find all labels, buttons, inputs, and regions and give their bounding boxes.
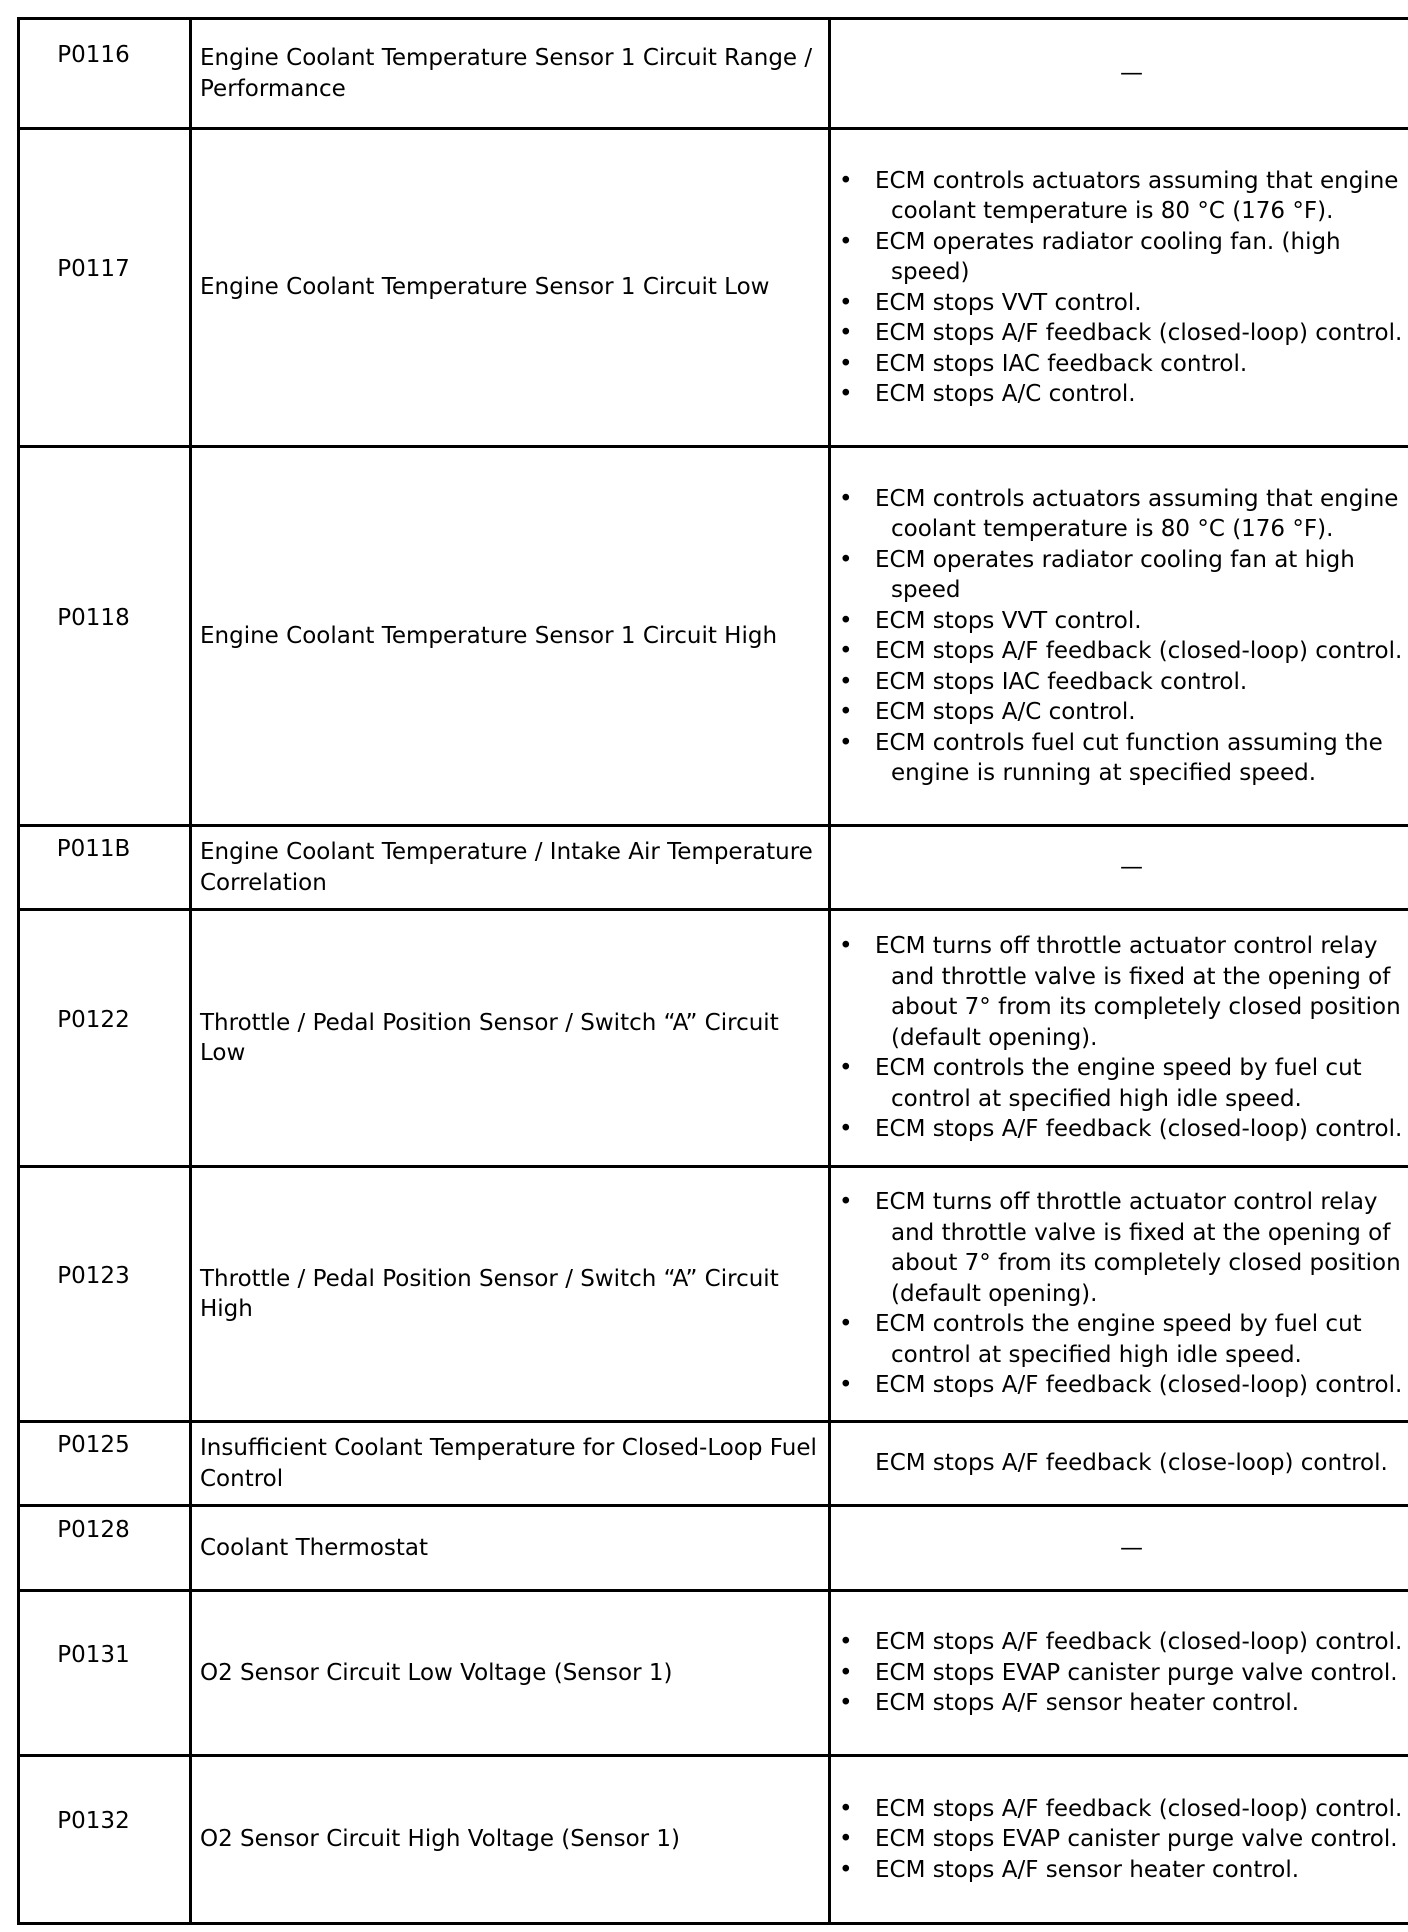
dtc-description: O2 Sensor Circuit Low Voltage (Sensor 1) (191, 1591, 830, 1756)
bullet-icon: • (839, 320, 853, 346)
dtc-description: Throttle / Pedal Position Sensor / Switch “A” Circuit High (191, 1167, 830, 1422)
table-row (19, 910, 1408, 1167)
dtc-description: Engine Coolant Temperature Sensor 1 Circuit Low (191, 129, 830, 447)
table-row (19, 1506, 1408, 1591)
action-item (839, 667, 1408, 698)
dtc-description: Engine Coolant Temperature Sensor 1 Circuit Range / Performance (191, 19, 830, 129)
action-list (839, 166, 1408, 410)
action-item (839, 1794, 1408, 1825)
action-list (839, 1794, 1408, 1886)
dtc-description: O2 Sensor Circuit High Voltage (Sensor 1) (191, 1756, 830, 1924)
dtc-code: P0125 (19, 1422, 191, 1506)
action-text: ECM stops IAC feedback control. (875, 668, 1248, 695)
bullet-icon: • (839, 1372, 853, 1399)
action-item (839, 349, 1408, 380)
bullet-icon: • (839, 1659, 853, 1686)
action-text: ECM controls the engine speed by fuel cut control at specified high idle speed. (875, 1311, 1362, 1368)
dtc-code: P0116 (19, 19, 191, 129)
table-row (19, 1591, 1408, 1756)
action-text: ECM stops A/F sensor heater control. (875, 1856, 1300, 1883)
action-item (839, 1855, 1408, 1886)
action-item (839, 484, 1408, 545)
action-item (839, 1658, 1408, 1689)
table-row (19, 447, 1408, 826)
action-text: ECM stops EVAP canister purge valve control. (875, 1826, 1398, 1853)
bullet-icon: • (839, 289, 853, 316)
action-list (839, 1627, 1408, 1719)
action-text: ECM controls actuators assuming that engine coolant temperature is 80 °C (176 °F). (875, 167, 1399, 224)
action-text: ECM controls actuators assuming that engine coolant temperature is 80 °C (176 °F). (875, 485, 1399, 542)
bullet-icon: • (839, 1690, 853, 1717)
dtc-description: Engine Coolant Temperature Sensor 1 Circuit High (191, 447, 830, 826)
dtc-code: P0122 (19, 910, 191, 1167)
no-action-dash: — (1120, 1534, 1143, 1561)
bullet-icon: • (839, 729, 853, 756)
bullet-icon: • (839, 1795, 853, 1822)
dtc-code: P0132 (19, 1756, 191, 1924)
action-item (839, 227, 1408, 288)
dtc-code: P0128 (19, 1506, 191, 1591)
action-item (839, 1824, 1408, 1855)
action-item (839, 728, 1408, 789)
bullet-icon: • (839, 668, 853, 695)
action-item (839, 931, 1408, 1053)
action-text: ECM operates radiator cooling fan at high speed (875, 546, 1355, 603)
action-text: ECM operates radiator cooling fan. (high speed) (875, 228, 1341, 285)
dtc-description: Insufficient Coolant Temperature for Closed-Loop Fuel Control (191, 1422, 830, 1506)
bullet-icon: • (839, 699, 853, 725)
bullet-icon: • (839, 485, 853, 512)
action-text: ECM stops A/F feedback (closed-loop) control. (875, 638, 1403, 664)
action-text: ECM stops A/F sensor heater control. (875, 1690, 1300, 1717)
bullet-icon: • (839, 638, 853, 664)
action-text: ECM stops EVAP canister purge valve control. (875, 1659, 1398, 1686)
action-text: ECM controls the engine speed by fuel cut control at specified high idle speed. (875, 1055, 1362, 1112)
table-row (19, 1167, 1408, 1422)
action-item (839, 1370, 1408, 1401)
fail-safe-action (830, 1506, 1408, 1591)
action-text: ECM stops A/C control. (875, 699, 1136, 725)
action-item (839, 636, 1408, 667)
dtc-code: P011B (19, 826, 191, 910)
bullet-icon: • (839, 1189, 853, 1216)
fail-safe-action (830, 19, 1408, 129)
bullet-icon: • (839, 933, 853, 960)
fail-safe-action (830, 1167, 1408, 1422)
bullet-icon: • (839, 1116, 853, 1143)
action-item (839, 379, 1408, 410)
bullet-icon: • (839, 1311, 853, 1338)
bullet-icon: • (839, 546, 853, 573)
no-action-dash: — (1120, 60, 1143, 87)
fail-safe-action (830, 826, 1408, 910)
action-item (839, 545, 1408, 606)
action-text: ECM stops A/F feedback (closed-loop) control. (875, 1629, 1403, 1656)
dtc-code: P0118 (19, 447, 191, 826)
action-item (839, 1053, 1408, 1114)
bullet-icon: • (839, 228, 853, 255)
action-item (839, 1114, 1408, 1145)
table-row (19, 1422, 1408, 1506)
dtc-code: P0131 (19, 1591, 191, 1756)
dtc-fail-safe-table (17, 17, 1408, 1925)
action-item (839, 288, 1408, 319)
action-item (839, 606, 1408, 637)
bullet-icon: • (839, 1055, 853, 1082)
table-row (19, 129, 1408, 447)
action-text: ECM stops A/F feedback (closed-loop) control. (875, 320, 1403, 346)
fail-safe-action (830, 129, 1408, 447)
action-text: ECM stops VVT control. (875, 607, 1142, 634)
action-text: ECM stops A/F feedback (close-loop) control. (875, 1450, 1388, 1477)
action-item (839, 1187, 1408, 1309)
action-item (839, 166, 1408, 227)
action-item (839, 697, 1408, 728)
table-row (19, 19, 1408, 129)
action-text: ECM stops IAC feedback control. (875, 350, 1248, 377)
dtc-code: P0123 (19, 1167, 191, 1422)
dtc-description: Coolant Thermostat (191, 1506, 830, 1591)
bullet-icon: • (839, 1856, 853, 1883)
action-item (839, 1627, 1408, 1658)
fail-safe-action (830, 1591, 1408, 1756)
no-action-dash: — (1120, 854, 1143, 881)
dtc-code: P0117 (19, 129, 191, 447)
bullet-icon: • (839, 350, 853, 377)
action-text: ECM turns off throttle actuator control relay and throttle valve is fixed at the opening of about 7° from its completely closed position (default opening). (875, 1189, 1401, 1307)
action-text: ECM stops A/F feedback (closed-loop) control. (875, 1795, 1403, 1822)
bullet-icon: • (839, 381, 853, 407)
fail-safe-action (830, 1756, 1408, 1924)
fail-safe-action (830, 447, 1408, 826)
action-text: ECM turns off throttle actuator control relay and throttle valve is fixed at the opening of about 7° from its completely closed position (default opening). (875, 933, 1401, 1051)
table-row (19, 826, 1408, 910)
bullet-icon: • (839, 1629, 853, 1656)
action-list (839, 484, 1408, 789)
action-text: ECM stops A/F feedback (closed-loop) control. (875, 1116, 1403, 1143)
fail-safe-action (830, 1422, 1408, 1506)
action-list (839, 1187, 1408, 1401)
action-text: ECM stops A/F feedback (closed-loop) control. (875, 1372, 1403, 1399)
action-item (839, 318, 1408, 349)
bullet-icon: • (839, 607, 853, 634)
action-list (839, 931, 1408, 1145)
action-text: ECM stops A/C control. (875, 381, 1136, 407)
action-item (839, 1688, 1408, 1719)
dtc-description: Throttle / Pedal Position Sensor / Switch “A” Circuit Low (191, 910, 830, 1167)
table-row (19, 1756, 1408, 1924)
bullet-icon: • (839, 167, 853, 194)
action-text: ECM controls fuel cut function assuming the engine is running at specified speed. (875, 729, 1383, 786)
dtc-description: Engine Coolant Temperature / Intake Air Temperature Correlation (191, 826, 830, 910)
action-item (839, 1309, 1408, 1370)
action-text: ECM stops VVT control. (875, 289, 1142, 316)
bullet-icon: • (839, 1826, 853, 1853)
fail-safe-action (830, 910, 1408, 1167)
